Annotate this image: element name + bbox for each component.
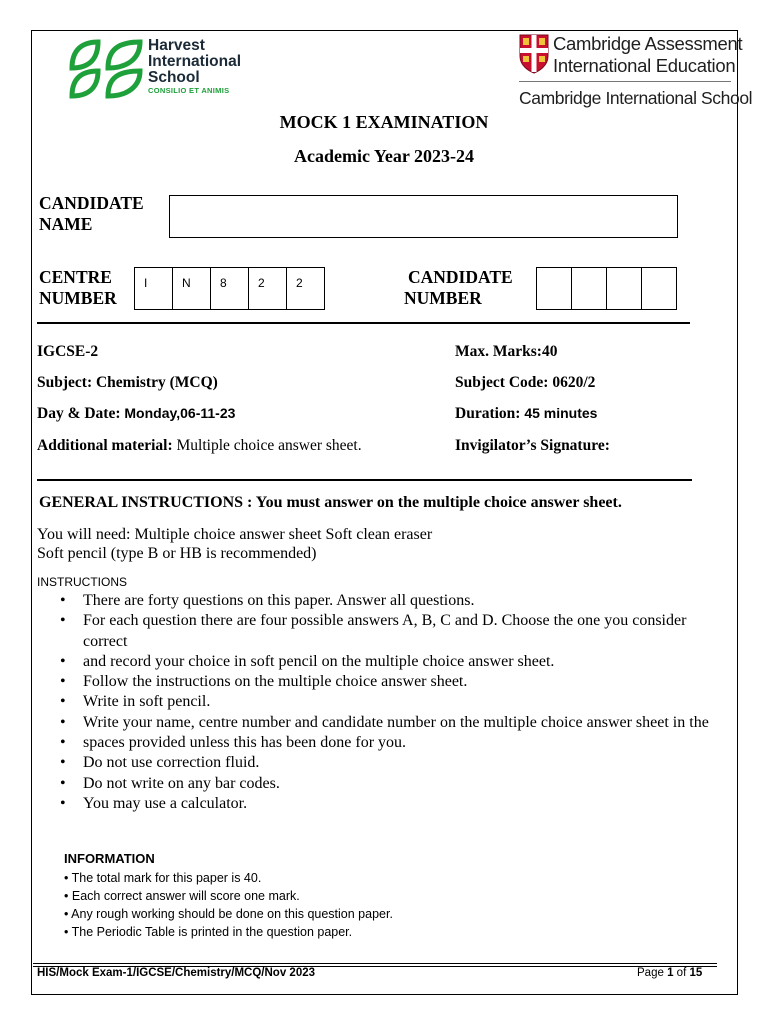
list-item: • Each correct answer will score one mark. bbox=[64, 889, 300, 903]
candidate-name-label-l2: NAME bbox=[39, 214, 93, 234]
subject-row bbox=[37, 374, 218, 392]
subject-code-value: 0620/2 bbox=[552, 374, 596, 391]
requirements-line1: You will need: Multiple choice answer sheet Soft clean eraser bbox=[37, 526, 433, 543]
academic-year: Academic Year 2023-24 bbox=[294, 146, 474, 166]
list-item: • The Periodic Table is printed in the question paper. bbox=[64, 925, 353, 939]
harvest-school-name bbox=[148, 38, 241, 86]
cambridge-school-name: Cambridge International School bbox=[519, 88, 753, 108]
general-instructions: GENERAL INSTRUCTIONS : You must answer on the multiple choice answer sheet. bbox=[39, 494, 622, 511]
subject-code-label: Subject Code: bbox=[455, 374, 549, 391]
list-item: • Do not use correction fluid. bbox=[60, 753, 720, 773]
candidate-name-field[interactable] bbox=[169, 195, 678, 238]
exam-title: MOCK 1 EXAMINATION bbox=[279, 112, 489, 132]
page-number bbox=[637, 967, 702, 979]
list-item: • The total mark for this paper is 40. bbox=[64, 871, 262, 885]
page-word: Page bbox=[637, 967, 664, 979]
info-item-text: Any rough working should be done on this question paper. bbox=[71, 907, 393, 921]
harvest-motto: CONSILIO ET ANIMIS bbox=[148, 86, 230, 95]
candidate-number-label-l1: CANDIDATE bbox=[408, 267, 513, 287]
list-item: • There are forty questions on this paper. Answer all questions. bbox=[60, 591, 720, 611]
centre-number-boxes bbox=[134, 267, 325, 310]
footer-reference: HIS/Mock Exam-1/IGCSE/Chemistry/MCQ/Nov 2023 bbox=[37, 967, 316, 979]
date-row bbox=[37, 405, 235, 423]
duration-row bbox=[455, 405, 597, 423]
centre-digit[interactable]: 8 bbox=[211, 268, 249, 309]
list-item: • Write your name, centre number and candidate number on the multiple choice answer sheet in the bbox=[60, 713, 720, 733]
info-item-text: The total mark for this paper is 40. bbox=[71, 871, 262, 885]
duration-label: Duration: bbox=[455, 405, 521, 422]
footer-rule bbox=[33, 963, 717, 964]
subject-value: Chemistry (MCQ) bbox=[95, 374, 218, 391]
material-row bbox=[37, 437, 362, 455]
centre-digit[interactable]: 2 bbox=[249, 268, 287, 309]
requirements bbox=[37, 525, 432, 563]
list-item: • For each question there are four possible answers A, B, C and D. Choose the one you consider correct bbox=[60, 611, 720, 652]
information-list bbox=[64, 869, 393, 941]
harvest-logo-icon bbox=[68, 38, 144, 100]
page-current: 1 bbox=[667, 967, 674, 979]
page-total: 15 bbox=[689, 967, 703, 979]
cambridge-divider bbox=[519, 81, 731, 82]
list-item: • Do not write on any bar codes. bbox=[60, 774, 720, 794]
candidate-digit[interactable] bbox=[572, 268, 607, 309]
harvest-name-line1: Harvest bbox=[148, 37, 205, 54]
candidate-number-label-l2: NUMBER bbox=[404, 288, 482, 308]
centre-digit[interactable]: N bbox=[173, 268, 211, 309]
cambridge-name-line1: Cambridge Assessment bbox=[553, 33, 743, 54]
info-item-text: Each correct answer will score one mark. bbox=[71, 889, 300, 903]
duration-value: 45 minutes bbox=[524, 405, 598, 421]
candidate-name-label-l1: CANDIDATE bbox=[39, 193, 144, 213]
subject-code-row bbox=[455, 374, 595, 392]
material-label: Additional material: bbox=[37, 437, 173, 454]
centre-digit[interactable]: 2 bbox=[296, 276, 303, 290]
centre-digit[interactable]: I bbox=[135, 268, 173, 309]
cambridge-shield-icon bbox=[519, 34, 549, 74]
candidate-digit[interactable] bbox=[642, 268, 676, 309]
date-label: Day & Date: bbox=[37, 405, 121, 422]
list-item: • spaces provided unless this has been done for you. bbox=[60, 733, 720, 753]
centre-number-label bbox=[39, 267, 117, 309]
instructions-list bbox=[60, 591, 720, 814]
divider-top bbox=[37, 322, 690, 324]
candidate-number-boxes bbox=[536, 267, 677, 310]
list-item: • and record your choice in soft pencil on the multiple choice answer sheet. bbox=[60, 652, 720, 672]
list-item: • Write in soft pencil. bbox=[60, 692, 720, 712]
candidate-digit[interactable] bbox=[607, 268, 642, 309]
candidate-digit[interactable] bbox=[537, 268, 572, 309]
harvest-name-line3: School bbox=[148, 69, 200, 86]
material-value: Multiple choice answer sheet. bbox=[176, 437, 362, 454]
harvest-name-line2: International bbox=[148, 53, 242, 70]
instructions-heading: INSTRUCTIONS bbox=[37, 575, 127, 589]
information-heading: INFORMATION bbox=[64, 851, 155, 866]
max-marks-text: Max. Marks:40 bbox=[455, 343, 558, 360]
list-item: • You may use a calculator. bbox=[60, 794, 720, 814]
list-item: • Any rough working should be done on this question paper. bbox=[64, 907, 393, 921]
level-text: IGCSE-2 bbox=[37, 343, 99, 360]
invigilator-signature: Invigilator’s Signature: bbox=[455, 437, 610, 454]
page-of: of bbox=[676, 967, 687, 979]
list-item: • Follow the instructions on the multiple choice answer sheet. bbox=[60, 672, 720, 692]
date-value: Monday,06-11-23 bbox=[124, 405, 236, 421]
centre-number-label-l1: CENTRE bbox=[39, 267, 112, 287]
cambridge-name-line2: International Education bbox=[553, 55, 736, 76]
candidate-name-label bbox=[39, 193, 144, 235]
info-item-text: The Periodic Table is printed in the question paper. bbox=[71, 925, 353, 939]
centre-number-label-l2: NUMBER bbox=[39, 288, 117, 308]
subject-label: Subject: bbox=[37, 374, 93, 391]
divider-middle bbox=[37, 479, 692, 481]
requirements-line2: Soft pencil (type B or HB is recommended) bbox=[37, 545, 317, 562]
candidate-number-label bbox=[404, 267, 513, 309]
